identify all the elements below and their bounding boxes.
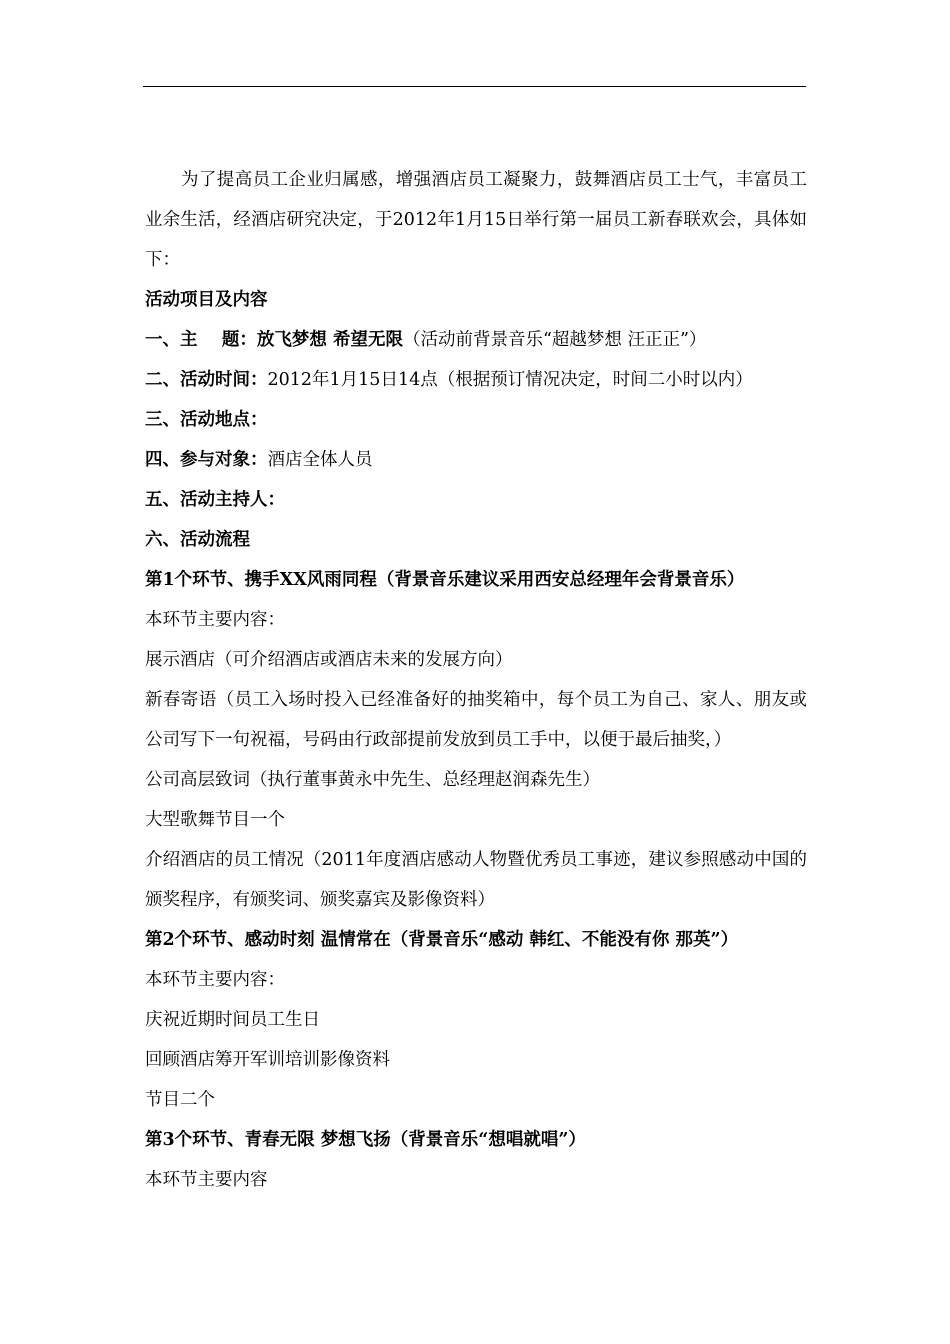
segment3-title: 第3个环节、青春无限 梦想飞扬（背景音乐“想唱就唱”） (145, 1130, 586, 1150)
segment1-item: 介绍酒店的员工情况（2011年度酒店感动人物暨优秀员工事迹，建议参照感动中国的颁奖程序，有颁奖词、颁奖嘉宾及影像资料） (145, 850, 807, 910)
place-line: 三、活动地点： (145, 410, 268, 430)
segment2-item: 节目二个 (145, 1090, 215, 1110)
host-line: 五、活动主持人： (145, 490, 285, 510)
intro-paragraph: 为了提高员工企业归属感，增强酒店员工凝聚力，鼓舞酒店员工士气，丰富员工业余生活，经酒店研究决定，于2012年1月15日举行第一届员工新春联欢会，具体如下： (145, 170, 807, 270)
theme-line (145, 320, 807, 360)
participants-value: 酒店全体人员 (267, 450, 373, 470)
segment1-item: 公司高层致词（执行董事黄永中先生、总经理赵润森先生） (145, 770, 600, 790)
segment1-item: 新春寄语（员工入场时投入已经准备好的抽奖箱中，每个员工为自己、家人、朋友或公司写下一句祝福，号码由行政部提前发放到员工手中，以便于最后抽奖，） (145, 690, 807, 750)
segment3-main: 本环节主要内容 (145, 1170, 268, 1190)
participants-line (145, 440, 807, 480)
section-title: 活动项目及内容 (145, 290, 268, 310)
document-body (145, 160, 807, 1200)
segment1-main: 本环节主要内容： (145, 610, 285, 630)
header-rule (143, 86, 806, 87)
theme-label: 一、主 题： (145, 330, 257, 350)
time-line (145, 360, 807, 400)
participants-label: 四、参与对象： (145, 450, 268, 470)
flow-line: 六、活动流程 (145, 530, 250, 550)
theme-value: （活动前背景音乐“超越梦想 汪正正”） (402, 330, 707, 350)
segment2-title: 第2个环节、感动时刻 温情常在（背景音乐“感动 韩红、不能没有你 那英”） (145, 930, 739, 950)
theme-value-bold: 放飞梦想 希望无限 (256, 330, 403, 350)
segment2-item: 庆祝近期时间员工生日 (145, 1010, 320, 1030)
time-label: 二、活动时间： (145, 370, 268, 390)
time-value: 2012年1月15日14点（根据预订情况决定，时间二小时以内） (267, 370, 753, 390)
segment1-item: 大型歌舞节目一个 (145, 810, 285, 830)
segment1-title: 第1个环节、携手XX风雨同程（背景音乐建议采用西安总经理年会背景音乐） (145, 570, 745, 590)
segment2-item: 回顾酒店筹开军训培训影像资料 (145, 1050, 390, 1070)
segment1-item: 展示酒店（可介绍酒店或酒店未来的发展方向） (145, 650, 513, 670)
segment2-main: 本环节主要内容： (145, 970, 285, 990)
